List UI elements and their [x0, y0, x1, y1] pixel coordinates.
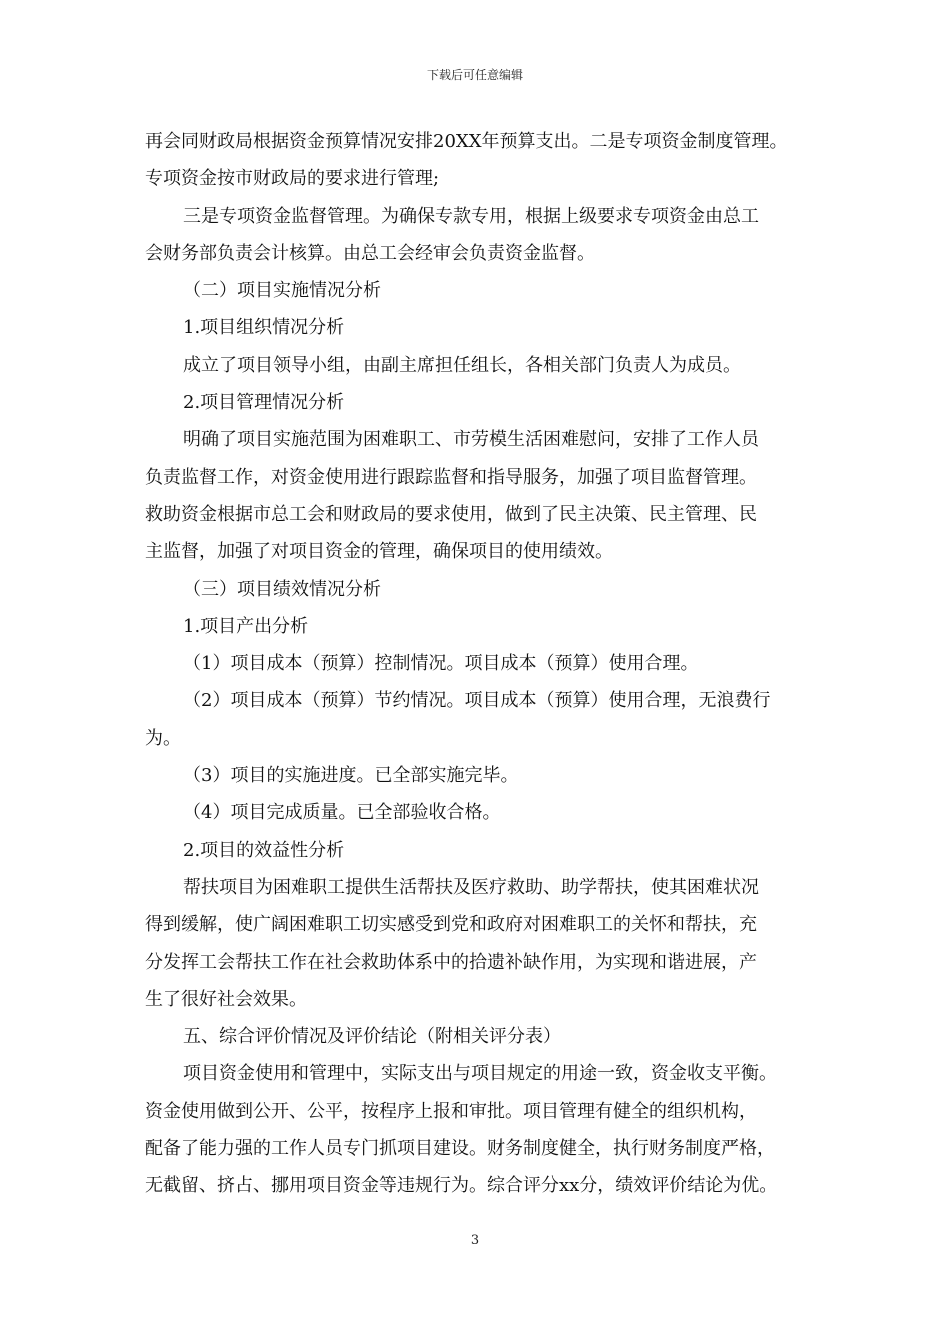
- text-line: 生了很好社会效果。: [145, 988, 307, 1010]
- text-line: 救助资金根据市总工会和财政局的要求使用，做到了民主决策、民主管理、民: [145, 503, 757, 525]
- text-line: 负责监督工作，对资金使用进行跟踪监督和指导服务，加强了项目监督管理。: [145, 466, 757, 488]
- text-line: 再会同财政局根据资金预算情况安排20XX年预算支出。二是专项资金制度管理。: [145, 131, 788, 152]
- text-line: （3）项目的实施进度。已全部实施完毕。: [183, 765, 519, 787]
- page-number: 3: [470, 1233, 480, 1248]
- text-line: 资金使用做到公开、公平，按程序上报和审批。项目管理有健全的组织机构，: [145, 1100, 757, 1122]
- text-line: 2.项目管理情况分析: [183, 392, 345, 414]
- text-line: 2.项目的效益性分析: [183, 839, 345, 861]
- text-line: 1.项目产出分析: [183, 615, 309, 637]
- text-line: 五、综合评价情况及评价结论（附相关评分表）: [183, 1026, 561, 1048]
- text-line: （1）项目成本（预算）控制情况。项目成本（预算）使用合理。: [183, 653, 699, 675]
- document-body: [145, 123, 820, 1205]
- page-header: 下载后可任意编辑: [426, 68, 523, 82]
- text-line: 分发挥工会帮扶工作在社会救助体系中的拾遗补缺作用，为实现和谐进展，产: [145, 951, 757, 973]
- text-line: （2）项目成本（预算）节约情况。项目成本（预算）使用合理，无浪费行: [183, 690, 771, 712]
- text-line: 专项资金按市财政局的要求进行管理;: [145, 168, 440, 190]
- text-line: 会财务部负责会计核算。由总工会经审会负责资金监督。: [145, 242, 595, 264]
- text-line: 三是专项资金监督管理。为确保专款专用，根据上级要求专项资金由总工: [183, 205, 759, 227]
- text-line: 无截留、挤占、挪用项目资金等违规行为。综合评分xx分，绩效评价结论为优。: [145, 1175, 778, 1197]
- text-line: 项目资金使用和管理中，实际支出与项目规定的用途一致，资金收支平衡。: [183, 1063, 777, 1085]
- text-line: 明确了项目实施范围为困难职工、市劳模生活困难慰问，安排了工作人员: [183, 429, 759, 451]
- text-line: （三）项目绩效情况分析: [183, 578, 381, 600]
- text-line: 为。: [145, 727, 181, 749]
- text-line: 1.项目组织情况分析: [183, 317, 345, 339]
- text-line: 得到缓解，使广阔困难职工切实感受到党和政府对困难职工的关怀和帮扶，充: [145, 914, 757, 936]
- text-line: （二）项目实施情况分析: [183, 280, 381, 302]
- text-line: 配备了能力强的工作人员专门抓项目建设。财务制度健全，执行财务制度严格，: [145, 1138, 775, 1160]
- text-line: （4）项目完成质量。已全部验收合格。: [183, 802, 501, 824]
- text-line: 主监督，加强了对项目资金的管理，确保项目的使用绩效。: [145, 541, 613, 563]
- text-line: 帮扶项目为困难职工提供生活帮扶及医疗救助、助学帮扶，使其困难状况: [183, 876, 759, 898]
- text-line: 成立了项目领导小组，由副主席担任组长，各相关部门负责人为成员。: [183, 354, 741, 376]
